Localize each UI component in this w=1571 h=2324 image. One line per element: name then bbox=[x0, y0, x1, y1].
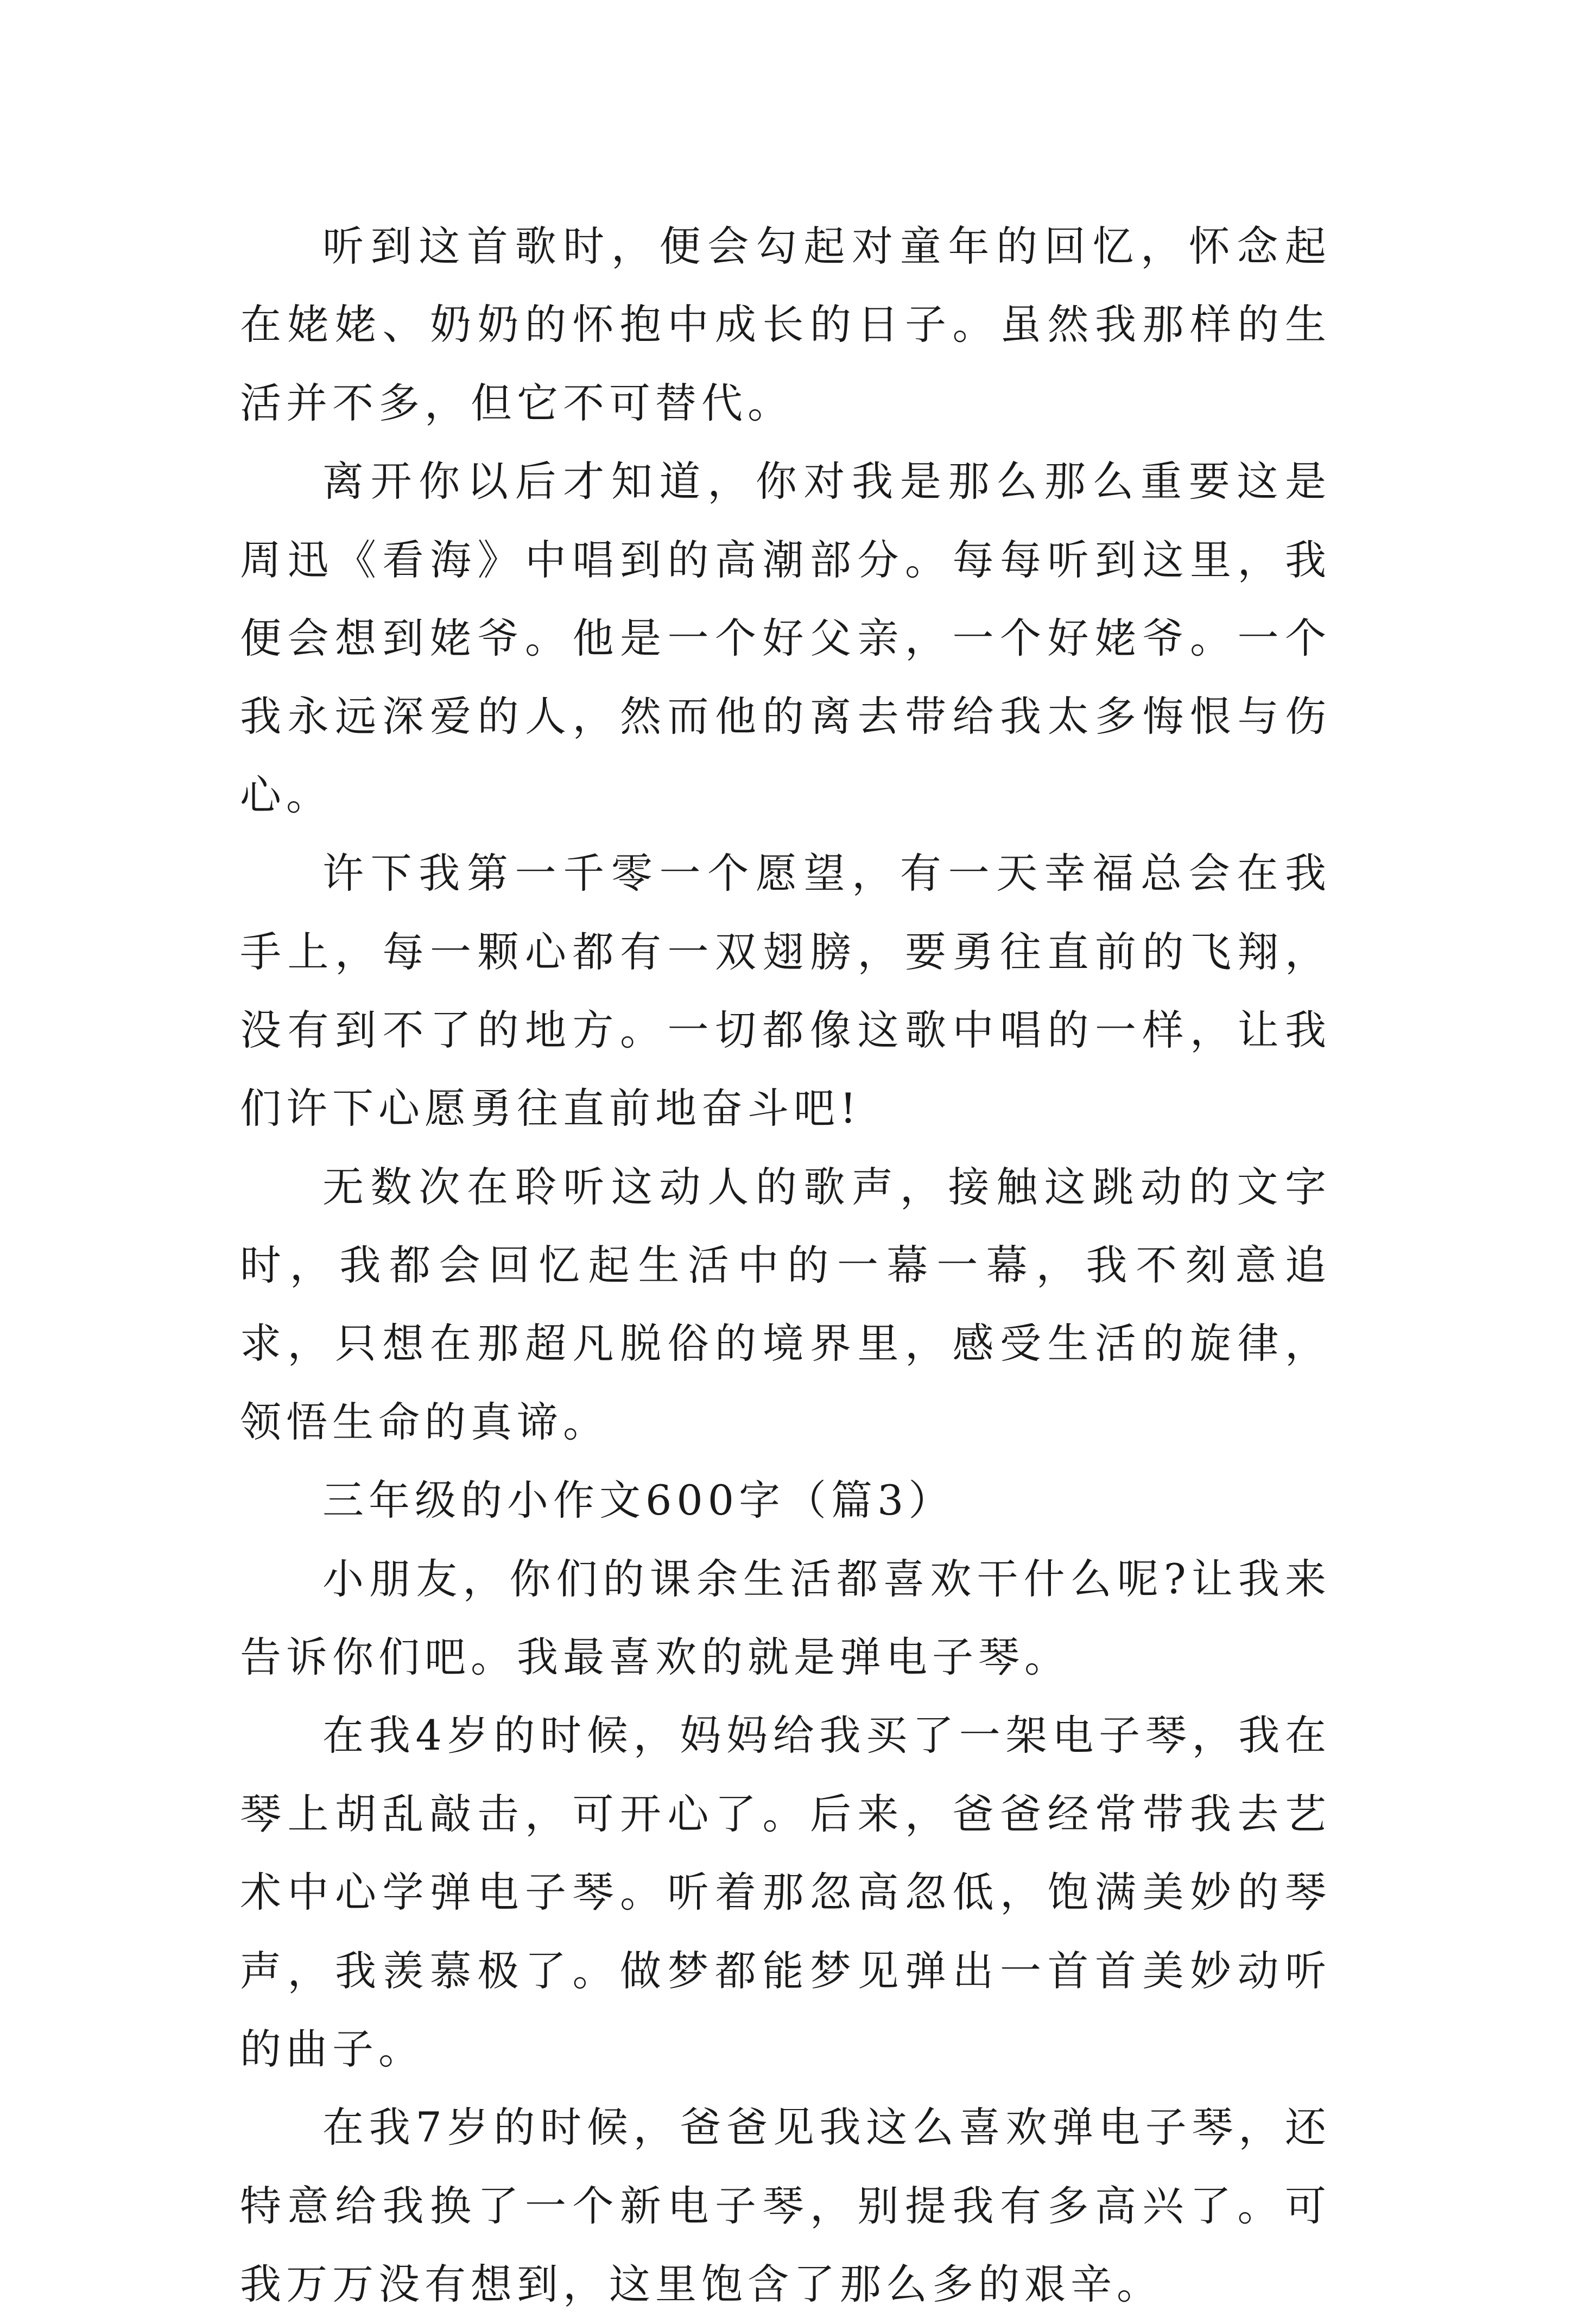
paragraph: 在我4岁的时候，妈妈给我买了一架电子琴，我在琴上胡乱敲击，可开心了。后来，爸爸经常带我去艺术中心学弹电子琴。听着那忽高忽低，饱满美妙的琴声，我羡慕极了。做梦都能梦见弹出一首首美妙动听的曲子。 bbox=[240, 1711, 1331, 2073]
paragraph: 听到这首歌时，便会勾起对童年的回忆，怀念起在姥姥、奶奶的怀抱中成长的日子。虽然我那样的生活并不多，但它不可替代。 bbox=[240, 222, 1331, 427]
paragraph: 小朋友，你们的课余生活都喜欢干什么呢?让我来告诉你们吧。我最喜欢的就是弹电子琴。 bbox=[240, 1554, 1331, 1682]
paragraph: 无数次在聆听这动人的歌声，接触这跳动的文字时，我都会回忆起生活中的一幕一幕，我不刻意追求，只想在那超凡脱俗的境界里，感受生活的旋律，领悟生命的真谛。 bbox=[240, 1162, 1331, 1446]
document-body bbox=[240, 207, 1331, 2324]
paragraph: 在我7岁的时候，爸爸见我这么喜欢弹电子琴，还特意给我换了一个新电子琴，别提我有多高兴了。可我万万没有想到，这里饱含了那么多的艰辛。 bbox=[240, 2103, 1331, 2309]
paragraph: 许下我第一千零一个愿望，有一天幸福总会在我手上，每一颗心都有一双翅膀，要勇往直前的飞翔，没有到不了的地方。一切都像这歌中唱的一样，让我们许下心愿勇往直前地奋斗吧! bbox=[240, 849, 1331, 1133]
section-heading: 三年级的小作文600字（篇3） bbox=[322, 1476, 955, 1525]
paragraph: 离开你以后才知道，你对我是那么那么重要这是周迅《看海》中唱到的高潮部分。每每听到这里，我便会想到姥爷。他是一个好父亲，一个好姥爷。一个我永远深爱的人，然而他的离去带给我太多悔恨与伤心。 bbox=[240, 457, 1331, 819]
